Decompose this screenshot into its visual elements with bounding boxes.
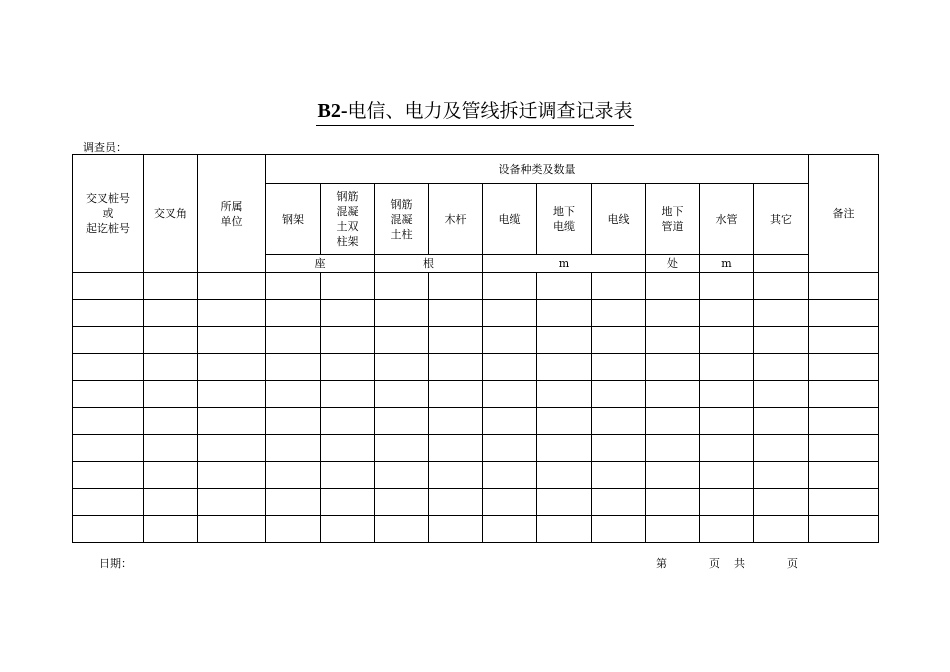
table-cell[interactable] [266, 381, 321, 408]
table-cell[interactable] [809, 354, 879, 381]
page-ye: 页 [709, 557, 720, 570]
unit-cell: m [483, 255, 646, 273]
table-cell[interactable] [73, 381, 144, 408]
table-cell[interactable] [266, 273, 321, 300]
table-cell[interactable] [754, 354, 809, 381]
table-row [73, 408, 879, 435]
table-cell[interactable] [483, 489, 537, 516]
page-ye-total: 页 [787, 557, 798, 570]
table-cell[interactable] [198, 489, 266, 516]
table-cell[interactable] [592, 327, 646, 354]
header-equipment-type: 其它 [754, 184, 809, 255]
table-row [73, 381, 879, 408]
table-cell[interactable] [73, 408, 144, 435]
table-cell[interactable] [700, 327, 754, 354]
header-equipment-type: 电缆 [483, 184, 537, 255]
header-owner-unit: 所属 单位 [198, 155, 266, 273]
table-cell[interactable] [809, 435, 879, 462]
table-cell[interactable] [144, 273, 198, 300]
page-gong: 共 [734, 557, 745, 570]
table-cell[interactable] [646, 489, 700, 516]
table-cell[interactable] [266, 354, 321, 381]
table-cell[interactable] [592, 300, 646, 327]
table-cell[interactable] [321, 516, 375, 543]
table-row [73, 489, 879, 516]
table-cell[interactable] [321, 435, 375, 462]
table-cell[interactable] [144, 300, 198, 327]
table-cell[interactable] [700, 408, 754, 435]
table-cell[interactable] [754, 327, 809, 354]
table-cell[interactable] [198, 516, 266, 543]
table-row [73, 300, 879, 327]
table-cell[interactable] [754, 408, 809, 435]
header-equipment-type: 木杆 [429, 184, 483, 255]
table-cell[interactable] [266, 408, 321, 435]
table-cell[interactable] [266, 489, 321, 516]
table-cell[interactable] [375, 462, 429, 489]
table-cell[interactable] [198, 462, 266, 489]
table-cell[interactable] [809, 327, 879, 354]
table-cell[interactable] [375, 489, 429, 516]
header-equipment-type: 钢筋 混凝 土双 柱架 [321, 184, 375, 255]
table-cell[interactable] [537, 489, 592, 516]
table-cell[interactable] [375, 327, 429, 354]
table-cell[interactable] [483, 435, 537, 462]
table-cell[interactable] [375, 516, 429, 543]
table-cell[interactable] [144, 381, 198, 408]
table-cell[interactable] [592, 381, 646, 408]
table-cell[interactable] [754, 489, 809, 516]
table-cell[interactable] [73, 273, 144, 300]
table-cell[interactable] [198, 273, 266, 300]
table-cell[interactable] [144, 462, 198, 489]
table-cell[interactable] [73, 435, 144, 462]
table-cell[interactable] [483, 381, 537, 408]
table-cell[interactable] [537, 435, 592, 462]
header-equipment-type: 钢架 [266, 184, 321, 255]
header-remarks: 备注 [809, 155, 879, 273]
table-cell[interactable] [809, 381, 879, 408]
table-cell[interactable] [809, 408, 879, 435]
header-equipment-type: 钢筋 混凝 土柱 [375, 184, 429, 255]
table-cell[interactable] [198, 435, 266, 462]
table-cell[interactable] [321, 273, 375, 300]
table-cell[interactable] [266, 300, 321, 327]
unit-cell: m [700, 255, 754, 273]
table-cell[interactable] [700, 489, 754, 516]
table-cell[interactable] [592, 462, 646, 489]
table-cell[interactable] [754, 516, 809, 543]
table-cell[interactable] [537, 462, 592, 489]
table-row [73, 435, 879, 462]
table-cell[interactable] [198, 327, 266, 354]
table-row [73, 354, 879, 381]
table-cell[interactable] [483, 354, 537, 381]
table-cell[interactable] [321, 354, 375, 381]
unit-cell: 根 [375, 255, 483, 273]
table-cell[interactable] [198, 300, 266, 327]
table-cell[interactable] [429, 435, 483, 462]
table-cell[interactable] [537, 300, 592, 327]
table-cell[interactable] [700, 381, 754, 408]
header-row-1 [73, 155, 879, 184]
table-cell[interactable] [321, 489, 375, 516]
table-cell[interactable] [537, 327, 592, 354]
table-cell[interactable] [537, 354, 592, 381]
table-cell[interactable] [144, 516, 198, 543]
table-cell[interactable] [73, 300, 144, 327]
unit-cell: 处 [646, 255, 700, 273]
table-row [73, 273, 879, 300]
table-cell[interactable] [73, 516, 144, 543]
table-row [73, 516, 879, 543]
table-cell[interactable] [646, 381, 700, 408]
table-cell[interactable] [754, 462, 809, 489]
surveyor-label: 调查员： [83, 141, 127, 154]
survey-table [72, 154, 879, 543]
table-cell[interactable] [646, 273, 700, 300]
table-cell[interactable] [700, 273, 754, 300]
table-cell[interactable] [429, 462, 483, 489]
table-cell[interactable] [73, 354, 144, 381]
table-cell[interactable] [429, 354, 483, 381]
table-cell[interactable] [592, 273, 646, 300]
table-cell[interactable] [592, 489, 646, 516]
table-cell[interactable] [809, 516, 879, 543]
header-crossing-pile: 交叉桩号 或 起讫桩号 [73, 155, 144, 273]
table-cell[interactable] [592, 408, 646, 435]
table-cell[interactable] [198, 408, 266, 435]
table-cell[interactable] [375, 381, 429, 408]
header-equipment-type: 地下 管道 [646, 184, 700, 255]
form-title-main: 电信、电力及管线拆迁调查记录表 [347, 100, 633, 122]
table-cell[interactable] [809, 462, 879, 489]
table-cell[interactable] [754, 273, 809, 300]
table-cell[interactable] [73, 327, 144, 354]
table-cell[interactable] [375, 300, 429, 327]
unit-cell [754, 255, 809, 273]
table-cell[interactable] [537, 273, 592, 300]
table-cell[interactable] [809, 489, 879, 516]
table-cell[interactable] [646, 462, 700, 489]
header-crossing-angle: 交叉角 [144, 155, 198, 273]
table-cell[interactable] [700, 516, 754, 543]
table-cell[interactable] [321, 408, 375, 435]
table-cell[interactable] [144, 435, 198, 462]
table-cell[interactable] [483, 300, 537, 327]
table-cell[interactable] [321, 381, 375, 408]
table-cell[interactable] [646, 435, 700, 462]
table-cell[interactable] [483, 327, 537, 354]
table-cell[interactable] [483, 516, 537, 543]
table-cell[interactable] [73, 489, 144, 516]
table-cell[interactable] [321, 327, 375, 354]
table-cell[interactable] [754, 300, 809, 327]
table-cell[interactable] [375, 273, 429, 300]
table-cell[interactable] [483, 462, 537, 489]
table-cell[interactable] [646, 327, 700, 354]
header-equipment-type: 水管 [700, 184, 754, 255]
table-cell[interactable] [646, 300, 700, 327]
form-title [0, 96, 950, 126]
table-cell[interactable] [375, 435, 429, 462]
table-cell[interactable] [144, 354, 198, 381]
table-row [73, 462, 879, 489]
date-label: 日期： [99, 557, 132, 570]
table-cell[interactable] [375, 354, 429, 381]
table-cell[interactable] [700, 300, 754, 327]
header-equipment-type: 地下 电缆 [537, 184, 592, 255]
table-cell[interactable] [73, 462, 144, 489]
form-title-text [316, 96, 633, 126]
table-cell[interactable] [537, 516, 592, 543]
unit-cell: 座 [266, 255, 375, 273]
table-cell[interactable] [429, 381, 483, 408]
table-cell[interactable] [198, 381, 266, 408]
table-cell[interactable] [592, 435, 646, 462]
table-cell[interactable] [646, 354, 700, 381]
table-cell[interactable] [483, 273, 537, 300]
table-cell[interactable] [144, 489, 198, 516]
table-cell[interactable] [321, 462, 375, 489]
header-equipment-group: 设备种类及数量 [266, 155, 809, 184]
table-cell[interactable] [700, 462, 754, 489]
table-cell[interactable] [592, 354, 646, 381]
table-cell[interactable] [144, 408, 198, 435]
form-code: B2- [317, 100, 348, 122]
table-cell[interactable] [483, 408, 537, 435]
table-cell[interactable] [537, 408, 592, 435]
table-cell[interactable] [429, 408, 483, 435]
table-cell[interactable] [754, 435, 809, 462]
table-cell[interactable] [429, 489, 483, 516]
table-cell[interactable] [429, 273, 483, 300]
table-cell[interactable] [809, 300, 879, 327]
table-cell[interactable] [144, 327, 198, 354]
table-cell[interactable] [375, 408, 429, 435]
table-cell[interactable] [429, 327, 483, 354]
table-cell[interactable] [754, 381, 809, 408]
table-cell[interactable] [266, 327, 321, 354]
table-cell[interactable] [198, 354, 266, 381]
table-cell[interactable] [266, 462, 321, 489]
header-equipment-type: 电线 [592, 184, 646, 255]
table-cell[interactable] [592, 516, 646, 543]
table-cell[interactable] [646, 516, 700, 543]
table-cell[interactable] [266, 516, 321, 543]
table-cell[interactable] [266, 435, 321, 462]
table-row [73, 327, 879, 354]
table-cell[interactable] [700, 435, 754, 462]
table-cell[interactable] [429, 300, 483, 327]
table-cell[interactable] [646, 408, 700, 435]
table-cell[interactable] [429, 516, 483, 543]
table-cell[interactable] [700, 354, 754, 381]
page-di: 第 [656, 557, 667, 570]
table-cell[interactable] [809, 273, 879, 300]
table-cell[interactable] [537, 381, 592, 408]
table-cell[interactable] [321, 300, 375, 327]
